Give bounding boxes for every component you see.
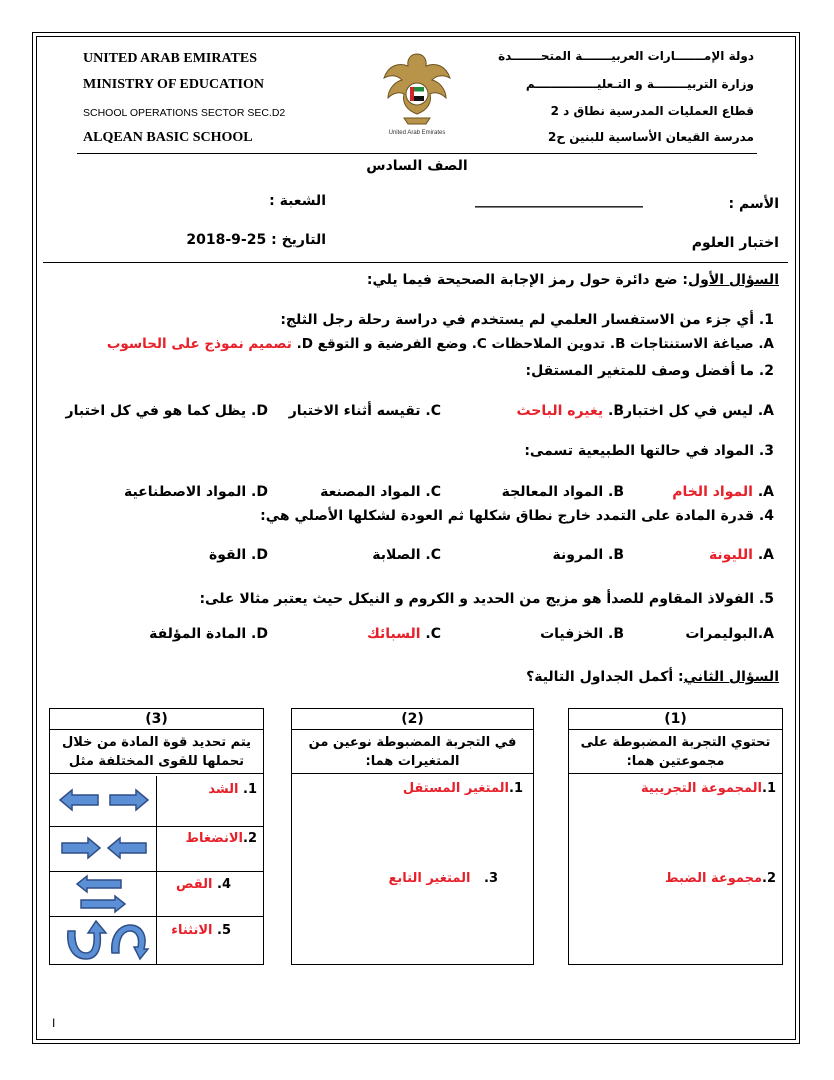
table-2-number: (2) bbox=[292, 709, 533, 730]
q1-item5-opt-c bbox=[367, 626, 441, 642]
section-label: الشعبة : bbox=[269, 193, 326, 209]
q1-item2-answer: يغيره الباحث bbox=[516, 403, 604, 419]
table-2 bbox=[291, 708, 534, 965]
q1-item1-stem: 1. أي جزء من الاستفسار العلمي لم يستخدم في دراسة رحلة رجل الثلج: bbox=[280, 312, 774, 328]
q1-item1-opts: A. صياغة الاستنتاجات B. تدوين الملاحظات C. وضع الفرضية و التوقع D. bbox=[296, 336, 774, 352]
grade-title: الصف السادس bbox=[366, 158, 468, 174]
table-3-header: يتم تحديد قوة المادة من خلال تحملها للقوى المختلفة مثل bbox=[50, 730, 263, 774]
table-3-row2-num: 2. bbox=[243, 831, 257, 846]
table-1-header: تحتوي التجربة المضبوطة على مجموعتين هما: bbox=[569, 730, 782, 774]
q2-title: السؤال الثاني bbox=[683, 669, 779, 685]
compression-arrows-icon bbox=[58, 834, 150, 862]
table-3-number: (3) bbox=[50, 709, 263, 730]
table-3-row4-num: 5. bbox=[217, 923, 231, 938]
q1-item5-opt-a: A.البوليمرات bbox=[685, 626, 774, 642]
shear-arrows-icon bbox=[75, 874, 127, 914]
name-label: الأسم : bbox=[728, 196, 779, 212]
table-2-row1-answer: المتغير المستقل bbox=[402, 781, 509, 796]
q1-item3-opt-d: D. المواد الاصطناعية bbox=[123, 484, 268, 500]
q1-heading bbox=[367, 272, 779, 288]
table-3-row3 bbox=[176, 877, 231, 892]
q1-item3-a-label: A. bbox=[757, 484, 774, 500]
table-1-row2-num: 2. bbox=[762, 871, 776, 886]
exam-title: اختبار العلوم bbox=[691, 235, 779, 251]
q1-item4-opt-d: D. القوة bbox=[209, 547, 268, 563]
page-mark: I bbox=[52, 1016, 56, 1030]
exam-date: التاريخ : 25-9-2018 bbox=[186, 232, 326, 248]
bending-arrows-icon bbox=[60, 919, 150, 963]
table-3-row1 bbox=[208, 782, 257, 797]
q1-item2-stem: 2. ما أفضل وصف للمتغير المستقل: bbox=[525, 363, 774, 379]
q1-item4-answer: الليونة bbox=[708, 547, 753, 563]
header-ar-line2: وزارة التربيــــــــة و التـعليـــــــــــــــم bbox=[525, 77, 754, 91]
table-3-row3-num: 4. bbox=[217, 877, 231, 892]
q1-item5-stem: 5. الفولاذ المقاوم للصدأ هو مزيج من الحديد و الكروم و النيكل حيث يعتبر مثالا على: bbox=[199, 591, 774, 607]
q1-item4-a-label: A. bbox=[757, 547, 774, 563]
header-divider bbox=[77, 153, 757, 154]
q1-item4-opt-c: C. الصلابة bbox=[372, 547, 441, 563]
q1-item4-opt-b: B. المرونة bbox=[552, 547, 624, 563]
table-1-row2 bbox=[665, 871, 776, 886]
table-2-row1 bbox=[403, 781, 523, 796]
table-3-row1-num: 1. bbox=[243, 782, 257, 797]
table-3-row-divider-1 bbox=[50, 826, 263, 827]
q1-item3-opt-c: C. المواد المصنعة bbox=[320, 484, 441, 500]
table-1-row1-answer: المجموعة التجريبية bbox=[640, 781, 762, 796]
uae-emblem bbox=[380, 48, 454, 138]
q1-instruction: : ضع دائرة حول رمز الإجابة الصحيحة فيما يلي: bbox=[366, 272, 689, 288]
info-divider bbox=[43, 262, 788, 263]
q1-item2-opt-a: A. ليس في كل اختبار bbox=[623, 403, 774, 419]
header-ar-line1: دولة الإمـــــــارات العربيـــــــة المتحـــــــدة bbox=[498, 49, 754, 63]
q1-item4-stem: 4. قدرة المادة على التمدد خارج نطاق شكلها ثم العودة لشكلها الأصلي هي: bbox=[260, 508, 774, 524]
table-3-row-divider-2 bbox=[50, 871, 263, 872]
table-1-row1 bbox=[641, 781, 776, 796]
q1-item2-opt-d: D. يظل كما هو في كل اختبار bbox=[65, 403, 268, 419]
table-2-header: في التجربة المضبوطة نوعين من المتغيرات هما: bbox=[292, 730, 533, 774]
table-1-row1-num: 1. bbox=[762, 781, 776, 796]
table-3-row3-answer: القص bbox=[176, 877, 213, 892]
q1-item1-options bbox=[107, 336, 774, 352]
q2-heading bbox=[526, 669, 779, 685]
header-en-line2: MINISTRY OF EDUCATION bbox=[83, 77, 265, 92]
q1-item2-opt-b bbox=[516, 403, 624, 419]
table-3-row4-answer: الانثناء bbox=[171, 923, 213, 938]
q1-item2-opt-c: C. تقيسه أثناء الاختبار bbox=[288, 403, 441, 419]
falcon-emblem-icon bbox=[380, 48, 454, 128]
q1-item2-b-label: B. bbox=[608, 403, 624, 419]
table-1-number: (1) bbox=[569, 709, 782, 730]
header-en-line4: ALQEAN BASIC SCHOOL bbox=[83, 130, 253, 145]
table-3-row2-answer: الانضغاط bbox=[185, 831, 243, 846]
q1-title: السؤال الأول bbox=[688, 272, 779, 288]
table-3-row4 bbox=[171, 923, 231, 938]
emblem-caption: United Arab Emirates bbox=[388, 130, 446, 136]
table-2-row1-num: 1. bbox=[509, 781, 523, 796]
q1-item3-answer: المواد الخام bbox=[672, 484, 753, 500]
q1-item3-stem: 3. المواد في حالتها الطبيعية تسمى: bbox=[524, 443, 774, 459]
q1-item5-answer: السبائك bbox=[366, 626, 421, 642]
q1-item3-opt-b: B. المواد المعالجة bbox=[501, 484, 624, 500]
q1-item1-answer: تصميم نموذج على الحاسوب bbox=[106, 336, 292, 352]
table-3 bbox=[49, 708, 264, 965]
table-3-row-divider-3 bbox=[50, 916, 263, 917]
q1-item5-c-label: C. bbox=[425, 626, 441, 642]
name-line: ________________________ bbox=[475, 192, 643, 208]
table-2-row2 bbox=[389, 871, 498, 886]
header-ar-line3: قطاع العمليات المدرسية نطاق د 2 bbox=[550, 104, 754, 118]
q1-item5-opt-d: D. المادة المؤلفة bbox=[149, 626, 268, 642]
tension-arrows-icon bbox=[58, 786, 150, 814]
header-en-line1: UNITED ARAB EMIRATES bbox=[83, 51, 257, 66]
table-3-row1-answer: الشد bbox=[208, 782, 239, 797]
header-ar-line4: مدرسة القيعان الأساسية للبنين ح2 bbox=[548, 130, 754, 144]
q1-item5-opt-b: B. الخزفيات bbox=[540, 626, 624, 642]
table-1 bbox=[568, 708, 783, 965]
table-2-row2-num: 3. bbox=[484, 871, 498, 886]
q2-instruction: : أكمل الجداول التالية؟ bbox=[526, 669, 684, 685]
q1-item4-opt-a bbox=[709, 547, 774, 563]
table-1-row2-answer: مجموعة الضبط bbox=[665, 871, 762, 886]
header-en-line3: SCHOOL OPERATIONS SECTOR SEC.D2 bbox=[83, 107, 286, 119]
table-3-row2 bbox=[185, 831, 257, 846]
q1-item3-opt-a bbox=[672, 484, 774, 500]
table-2-row2-answer: المتغير التابع bbox=[388, 871, 471, 886]
